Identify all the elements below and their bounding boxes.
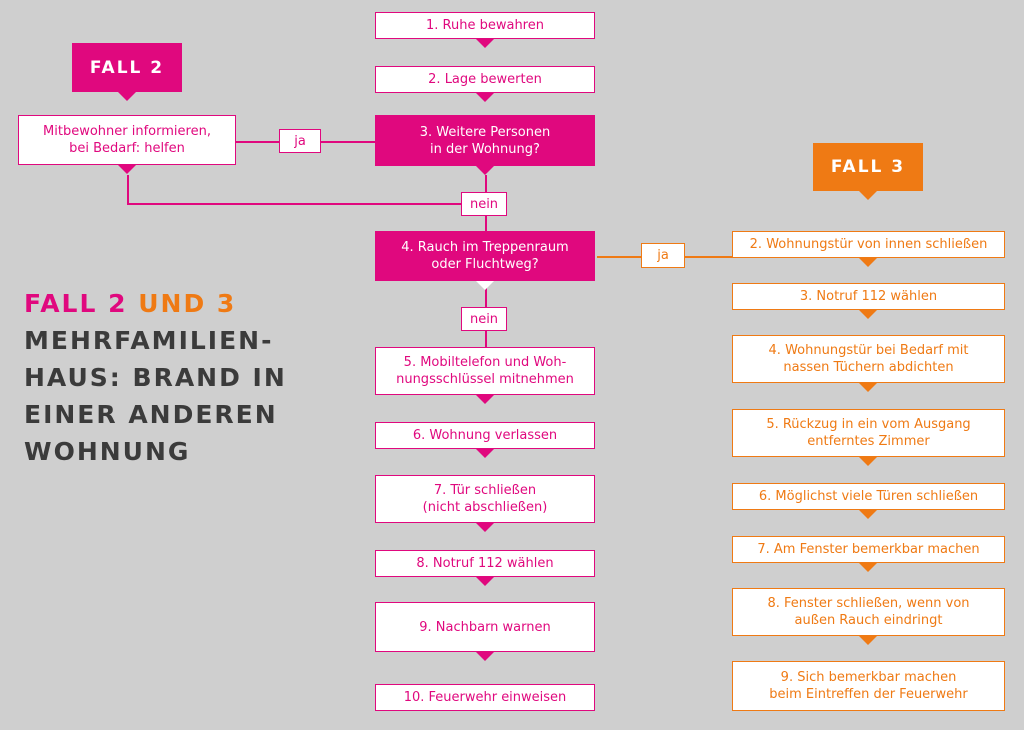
fall2-tag-pointer: [118, 92, 136, 101]
step-7-arrow: [476, 523, 494, 532]
fall3-step-6-arrow: [859, 510, 877, 519]
fall3-tag-pointer: [859, 191, 877, 200]
nein-label-1: [461, 192, 507, 216]
fall3-step-8-arrow: [859, 636, 877, 645]
fall3-step-2-arrow: [859, 258, 877, 267]
fall3-step-3-arrow: [859, 310, 877, 319]
fall3-step-2-box: [732, 231, 1005, 258]
step-5-box: [375, 347, 595, 395]
fall3-step-7-label: 7. Am Fenster bemerkbar machen: [757, 542, 980, 557]
fall3-step-9-label: 9. Sich bemerkbar machen beim Eintreffen der Feuerwehr: [769, 670, 968, 702]
fall2-tag: [72, 43, 182, 92]
ja-right-text: ja: [657, 248, 669, 263]
connector-left-down: [127, 175, 129, 204]
step-1-box: [375, 12, 595, 39]
step-9-label: 9. Nachbarn warnen: [419, 619, 551, 635]
fall3-step-6-label: 6. Möglichst viele Türen schließen: [758, 489, 979, 504]
fall3-step-6-box: [732, 483, 1005, 510]
ja-left-text: ja: [294, 133, 306, 149]
ja-label-right: [641, 243, 685, 268]
fall3-step-8-label: 8. Fenster schließen, wenn von außen Rauch eindringt: [767, 596, 970, 628]
left-branch-label: Mitbewohner informieren, bei Bedarf: helfen: [43, 124, 211, 156]
diagram-heading: [24, 285, 287, 470]
fall3-step-4-label: 4. Wohnungstür bei Bedarf mit nassen Tüchern abdichten: [768, 343, 969, 375]
fall3-step-4-box: [732, 335, 1005, 383]
nein-label-2: [461, 307, 507, 331]
heading-fall2: FALL 2: [24, 289, 128, 318]
step-10-box: [375, 684, 595, 711]
fall3-step-7-arrow: [859, 563, 877, 572]
step-3-question-box: [375, 115, 595, 166]
step-1-arrow: [476, 39, 494, 48]
step-4-arrow: [476, 281, 494, 290]
fall2-tag-label: FALL 2: [89, 57, 165, 78]
step-3-label: 3. Weitere Personen in der Wohnung?: [419, 124, 551, 157]
nein-2-text: nein: [469, 311, 499, 327]
step-7-label: 7. Tür schließen (nicht abschließen): [422, 483, 548, 515]
heading-line-2: HAUS: BRAND IN: [24, 363, 287, 392]
step-6-label: 6. Wohnung verlassen: [412, 428, 558, 443]
step-2-arrow: [476, 93, 494, 102]
fall3-step-3-box: [732, 283, 1005, 310]
fall3-step-5-arrow: [859, 457, 877, 466]
step-10-label: 10. Feuerwehr einweisen: [403, 690, 567, 705]
step-9-box: [375, 602, 595, 652]
step-4-label: 4. Rauch im Treppenraum oder Fluchtweg?: [401, 240, 569, 272]
step-9-arrow: [476, 652, 494, 661]
heading-line-3: EINER ANDEREN: [24, 400, 278, 429]
step-6-arrow: [476, 449, 494, 458]
step-7-box: [375, 475, 595, 523]
fall3-step-8-box: [732, 588, 1005, 636]
step-5-label: 5. Mobiltelefon und Woh- nungsschlüssel mitnehmen: [396, 355, 574, 387]
connector-left-back: [127, 203, 485, 205]
fall3-tag-label: FALL 3: [830, 157, 906, 177]
fall3-step-3-label: 3. Notruf 112 wählen: [799, 289, 938, 304]
fall3-step-4-arrow: [859, 383, 877, 392]
fall3-step-2-label: 2. Wohnungstür von innen schließen: [749, 237, 988, 252]
nein-1-text: nein: [469, 196, 499, 212]
step-2-box: [375, 66, 595, 93]
step-6-box: [375, 422, 595, 449]
heading-line-1: MEHRFAMILIEN-: [24, 326, 274, 355]
step-1-label: 1. Ruhe bewahren: [426, 18, 544, 33]
step-4-question-box: [375, 231, 595, 281]
fall3-tag: [813, 143, 923, 191]
ja-label-left: [279, 129, 321, 153]
fall3-step-5-label: 5. Rückzug in ein vom Ausgang entferntes Zimmer: [766, 417, 971, 449]
left-branch-arrow: [118, 165, 136, 174]
left-branch-box: [18, 115, 236, 165]
fall3-step-5-box: [732, 409, 1005, 457]
step-2-label: 2. Lage bewerten: [428, 72, 542, 87]
heading-line-4: WOHNUNG: [24, 437, 191, 466]
step-8-box: [375, 550, 595, 577]
step-8-arrow: [476, 577, 494, 586]
fall3-step-7-box: [732, 536, 1005, 563]
step-5-arrow: [476, 395, 494, 404]
step-3-arrow: [476, 166, 494, 175]
heading-und3: UND 3: [138, 289, 237, 318]
step-8-label: 8. Notruf 112 wählen: [416, 556, 554, 571]
fall3-step-9-box: [732, 661, 1005, 711]
